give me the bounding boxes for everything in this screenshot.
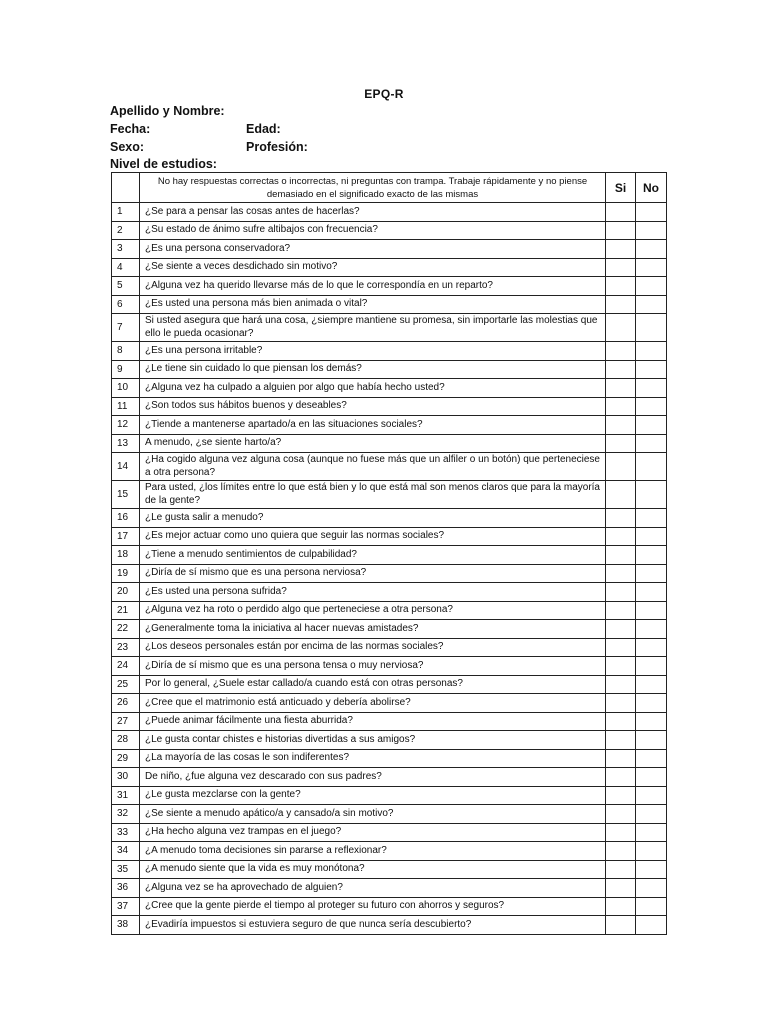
no-answer-cell[interactable] bbox=[636, 916, 667, 935]
table-row bbox=[112, 601, 667, 620]
no-answer-cell[interactable] bbox=[636, 277, 667, 296]
table-row bbox=[112, 453, 667, 481]
age-label: Edad: bbox=[246, 122, 281, 136]
no-answer-cell[interactable] bbox=[636, 805, 667, 824]
no-answer-cell[interactable] bbox=[636, 240, 667, 259]
question-number: 4 bbox=[112, 258, 140, 277]
question-number: 33 bbox=[112, 823, 140, 842]
no-answer-cell[interactable] bbox=[636, 712, 667, 731]
yes-answer-cell[interactable] bbox=[606, 675, 636, 694]
table-row bbox=[112, 221, 667, 240]
question-text: ¿Es una persona irritable? bbox=[140, 342, 606, 361]
yes-answer-cell[interactable] bbox=[606, 805, 636, 824]
yes-answer-cell[interactable] bbox=[606, 509, 636, 528]
table-row bbox=[112, 546, 667, 565]
question-number: 20 bbox=[112, 583, 140, 602]
question-number: 15 bbox=[112, 481, 140, 509]
question-text: ¿A menudo siente que la vida es muy monótona? bbox=[140, 860, 606, 879]
table-row bbox=[112, 712, 667, 731]
no-answer-cell[interactable] bbox=[636, 620, 667, 639]
table-row bbox=[112, 879, 667, 898]
question-number: 2 bbox=[112, 221, 140, 240]
question-number: 28 bbox=[112, 731, 140, 750]
yes-answer-cell[interactable] bbox=[606, 731, 636, 750]
no-answer-cell[interactable] bbox=[636, 897, 667, 916]
table-header-row bbox=[112, 173, 667, 203]
no-answer-cell[interactable] bbox=[636, 342, 667, 361]
question-text: ¿Le gusta contar chistes e historias divertidas a sus amigos? bbox=[140, 731, 606, 750]
question-number: 22 bbox=[112, 620, 140, 639]
table-row bbox=[112, 638, 667, 657]
question-text: ¿Es mejor actuar como uno quiera que seguir las normas sociales? bbox=[140, 527, 606, 546]
table-row bbox=[112, 314, 667, 342]
yes-answer-cell[interactable] bbox=[606, 768, 636, 787]
table-row bbox=[112, 379, 667, 398]
question-number: 26 bbox=[112, 694, 140, 713]
no-answer-cell[interactable] bbox=[636, 731, 667, 750]
question-text: ¿Cree que la gente pierde el tiempo al proteger su futuro con ahorros y seguros? bbox=[140, 897, 606, 916]
date-label: Fecha: bbox=[110, 122, 151, 136]
question-text: De niño, ¿fue alguna vez descarado con sus padres? bbox=[140, 768, 606, 787]
table-row bbox=[112, 434, 667, 453]
yes-answer-cell[interactable] bbox=[606, 897, 636, 916]
yes-answer-cell[interactable] bbox=[606, 879, 636, 898]
table-row bbox=[112, 360, 667, 379]
question-number: 6 bbox=[112, 295, 140, 314]
question-number: 23 bbox=[112, 638, 140, 657]
question-number: 18 bbox=[112, 546, 140, 565]
question-text: ¿Tiende a mantenerse apartado/a en las situaciones sociales? bbox=[140, 416, 606, 435]
question-text: ¿Puede animar fácilmente una fiesta aburrida? bbox=[140, 712, 606, 731]
question-text: A menudo, ¿se siente harto/a? bbox=[140, 434, 606, 453]
table-row bbox=[112, 527, 667, 546]
no-answer-cell[interactable] bbox=[636, 221, 667, 240]
question-text: ¿Alguna vez ha querido llevarse más de lo que le correspondía en un reparto? bbox=[140, 277, 606, 296]
question-text: ¿Generalmente toma la iniciativa al hacer nuevas amistades? bbox=[140, 620, 606, 639]
no-answer-cell[interactable] bbox=[636, 258, 667, 277]
table-row bbox=[112, 481, 667, 509]
name-label: Apellido y Nombre: bbox=[110, 104, 225, 118]
table-row bbox=[112, 583, 667, 602]
question-number: 24 bbox=[112, 657, 140, 676]
question-number: 11 bbox=[112, 397, 140, 416]
table-row bbox=[112, 657, 667, 676]
document-title: EPQ-R bbox=[364, 87, 404, 101]
no-answer-cell[interactable] bbox=[636, 749, 667, 768]
no-answer-cell[interactable] bbox=[636, 360, 667, 379]
question-number: 12 bbox=[112, 416, 140, 435]
no-answer-cell[interactable] bbox=[636, 823, 667, 842]
table-row bbox=[112, 805, 667, 824]
question-number: 27 bbox=[112, 712, 140, 731]
yes-answer-cell[interactable] bbox=[606, 842, 636, 861]
question-text: ¿Se siente a veces desdichado sin motivo? bbox=[140, 258, 606, 277]
no-answer-cell[interactable] bbox=[636, 657, 667, 676]
question-text: ¿Son todos sus hábitos buenos y deseables? bbox=[140, 397, 606, 416]
question-text: Para usted, ¿los límites entre lo que está bien y lo que está mal son menos claros que para la mayoría de la gente? bbox=[140, 481, 606, 509]
yes-answer-cell[interactable] bbox=[606, 453, 636, 481]
question-text: ¿Es usted una persona más bien animada o vital? bbox=[140, 295, 606, 314]
no-answer-cell[interactable] bbox=[636, 860, 667, 879]
no-answer-cell[interactable] bbox=[636, 379, 667, 398]
table-row bbox=[112, 749, 667, 768]
table-row bbox=[112, 823, 667, 842]
question-text: ¿Le tiene sin cuidado lo que piensan los demás? bbox=[140, 360, 606, 379]
table-row bbox=[112, 694, 667, 713]
instructions-text: No hay respuestas correctas o incorrectas, ni preguntas con trampa. Trabaje rápidamente y no piense demasiado en el significado exacto de las mismas bbox=[140, 173, 606, 203]
question-text: ¿Alguna vez ha roto o perdido algo que perteneciese a otra persona? bbox=[140, 601, 606, 620]
question-text: Si usted asegura que hará una cosa, ¿siempre mantiene su promesa, sin importarle las molestias que ello le pueda ocasionar? bbox=[140, 314, 606, 342]
question-text: ¿A menudo toma decisiones sin pararse a reflexionar? bbox=[140, 842, 606, 861]
question-text: ¿Los deseos personales están por encima de las normas sociales? bbox=[140, 638, 606, 657]
yes-answer-cell[interactable] bbox=[606, 295, 636, 314]
yes-answer-cell[interactable] bbox=[606, 240, 636, 259]
question-number: 17 bbox=[112, 527, 140, 546]
yes-answer-cell[interactable] bbox=[606, 481, 636, 509]
question-number: 21 bbox=[112, 601, 140, 620]
no-answer-cell[interactable] bbox=[636, 295, 667, 314]
table-row bbox=[112, 731, 667, 750]
sex-label: Sexo: bbox=[110, 140, 145, 154]
table-row bbox=[112, 620, 667, 639]
table-row bbox=[112, 860, 667, 879]
yes-answer-cell[interactable] bbox=[606, 203, 636, 222]
question-text: ¿Ha cogido alguna vez alguna cosa (aunque no fuese más que un alfiler o un botón) que perteneciese a otra persona? bbox=[140, 453, 606, 481]
yes-answer-cell[interactable] bbox=[606, 258, 636, 277]
no-answer-cell[interactable] bbox=[636, 416, 667, 435]
question-text: ¿Evadiría impuestos si estuviera seguro de que nunca sería descubierto? bbox=[140, 916, 606, 935]
question-number: 29 bbox=[112, 749, 140, 768]
no-answer-cell[interactable] bbox=[636, 786, 667, 805]
no-answer-cell[interactable] bbox=[636, 768, 667, 787]
yes-answer-cell[interactable] bbox=[606, 601, 636, 620]
header-number-cell bbox=[112, 173, 140, 203]
yes-answer-cell[interactable] bbox=[606, 749, 636, 768]
question-text: Por lo general, ¿Suele estar callado/a cuando está con otras personas? bbox=[140, 675, 606, 694]
yes-answer-cell[interactable] bbox=[606, 638, 636, 657]
table-row bbox=[112, 203, 667, 222]
education-label: Nivel de estudios: bbox=[110, 157, 217, 171]
question-number: 37 bbox=[112, 897, 140, 916]
yes-answer-cell[interactable] bbox=[606, 583, 636, 602]
question-number: 5 bbox=[112, 277, 140, 296]
table-row bbox=[112, 786, 667, 805]
no-answer-cell[interactable] bbox=[636, 675, 667, 694]
table-row bbox=[112, 277, 667, 296]
table-row bbox=[112, 258, 667, 277]
question-text: ¿Alguna vez ha culpado a alguien por algo que había hecho usted? bbox=[140, 379, 606, 398]
yes-answer-cell[interactable] bbox=[606, 786, 636, 805]
no-answer-cell[interactable] bbox=[636, 638, 667, 657]
table-row bbox=[112, 675, 667, 694]
no-column-header: No bbox=[636, 173, 667, 203]
yes-answer-cell[interactable] bbox=[606, 360, 636, 379]
table-row bbox=[112, 564, 667, 583]
profession-label: Profesión: bbox=[246, 140, 308, 154]
question-number: 13 bbox=[112, 434, 140, 453]
question-number: 1 bbox=[112, 203, 140, 222]
question-number: 16 bbox=[112, 509, 140, 528]
question-number: 19 bbox=[112, 564, 140, 583]
question-number: 9 bbox=[112, 360, 140, 379]
yes-answer-cell[interactable] bbox=[606, 564, 636, 583]
yes-answer-cell[interactable] bbox=[606, 397, 636, 416]
no-answer-cell[interactable] bbox=[636, 397, 667, 416]
question-text: ¿Tiene a menudo sentimientos de culpabilidad? bbox=[140, 546, 606, 565]
yes-answer-cell[interactable] bbox=[606, 712, 636, 731]
question-number: 7 bbox=[112, 314, 140, 342]
yes-answer-cell[interactable] bbox=[606, 277, 636, 296]
no-answer-cell[interactable] bbox=[636, 527, 667, 546]
table-row bbox=[112, 342, 667, 361]
no-answer-cell[interactable] bbox=[636, 509, 667, 528]
yes-column-header: Si bbox=[606, 173, 636, 203]
question-number: 14 bbox=[112, 453, 140, 481]
table-row bbox=[112, 842, 667, 861]
no-answer-cell[interactable] bbox=[636, 481, 667, 509]
question-text: ¿Cree que el matrimonio está anticuado y debería abolirse? bbox=[140, 694, 606, 713]
no-answer-cell[interactable] bbox=[636, 564, 667, 583]
yes-answer-cell[interactable] bbox=[606, 657, 636, 676]
question-number: 38 bbox=[112, 916, 140, 935]
no-answer-cell[interactable] bbox=[636, 583, 667, 602]
question-text: ¿Diría de sí mismo que es una persona nerviosa? bbox=[140, 564, 606, 583]
question-number: 35 bbox=[112, 860, 140, 879]
question-text: ¿Alguna vez se ha aprovechado de alguien? bbox=[140, 879, 606, 898]
no-answer-cell[interactable] bbox=[636, 434, 667, 453]
question-text: ¿Es usted una persona sufrida? bbox=[140, 583, 606, 602]
no-answer-cell[interactable] bbox=[636, 601, 667, 620]
question-number: 31 bbox=[112, 786, 140, 805]
yes-answer-cell[interactable] bbox=[606, 823, 636, 842]
question-number: 30 bbox=[112, 768, 140, 787]
yes-answer-cell[interactable] bbox=[606, 546, 636, 565]
yes-answer-cell[interactable] bbox=[606, 314, 636, 342]
no-answer-cell[interactable] bbox=[636, 203, 667, 222]
table-row bbox=[112, 897, 667, 916]
no-answer-cell[interactable] bbox=[636, 842, 667, 861]
question-number: 3 bbox=[112, 240, 140, 259]
table-row bbox=[112, 397, 667, 416]
question-text: ¿Es una persona conservadora? bbox=[140, 240, 606, 259]
question-text: ¿Le gusta mezclarse con la gente? bbox=[140, 786, 606, 805]
question-text: ¿La mayoría de las cosas le son indiferentes? bbox=[140, 749, 606, 768]
no-answer-cell[interactable] bbox=[636, 453, 667, 481]
no-answer-cell[interactable] bbox=[636, 694, 667, 713]
question-number: 34 bbox=[112, 842, 140, 861]
question-number: 36 bbox=[112, 879, 140, 898]
table-row bbox=[112, 416, 667, 435]
question-text: ¿Se siente a menudo apático/a y cansado/a sin motivo? bbox=[140, 805, 606, 824]
question-text: ¿Le gusta salir a menudo? bbox=[140, 509, 606, 528]
question-text: ¿Su estado de ánimo sufre altibajos con frecuencia? bbox=[140, 221, 606, 240]
table-row bbox=[112, 240, 667, 259]
question-text: ¿Diría de sí mismo que es una persona tensa o muy nerviosa? bbox=[140, 657, 606, 676]
table-row bbox=[112, 768, 667, 787]
question-text: ¿Ha hecho alguna vez trampas en el juego? bbox=[140, 823, 606, 842]
table-row bbox=[112, 295, 667, 314]
yes-answer-cell[interactable] bbox=[606, 342, 636, 361]
yes-answer-cell[interactable] bbox=[606, 527, 636, 546]
question-text: ¿Se para a pensar las cosas antes de hacerlas? bbox=[140, 203, 606, 222]
yes-answer-cell[interactable] bbox=[606, 916, 636, 935]
yes-answer-cell[interactable] bbox=[606, 694, 636, 713]
yes-answer-cell[interactable] bbox=[606, 860, 636, 879]
yes-answer-cell[interactable] bbox=[606, 221, 636, 240]
yes-answer-cell[interactable] bbox=[606, 434, 636, 453]
questionnaire-table bbox=[111, 172, 667, 935]
question-number: 8 bbox=[112, 342, 140, 361]
no-answer-cell[interactable] bbox=[636, 546, 667, 565]
question-number: 10 bbox=[112, 379, 140, 398]
yes-answer-cell[interactable] bbox=[606, 416, 636, 435]
yes-answer-cell[interactable] bbox=[606, 379, 636, 398]
no-answer-cell[interactable] bbox=[636, 879, 667, 898]
no-answer-cell[interactable] bbox=[636, 314, 667, 342]
yes-answer-cell[interactable] bbox=[606, 620, 636, 639]
table-row bbox=[112, 509, 667, 528]
question-number: 25 bbox=[112, 675, 140, 694]
question-number: 32 bbox=[112, 805, 140, 824]
table-row bbox=[112, 916, 667, 935]
